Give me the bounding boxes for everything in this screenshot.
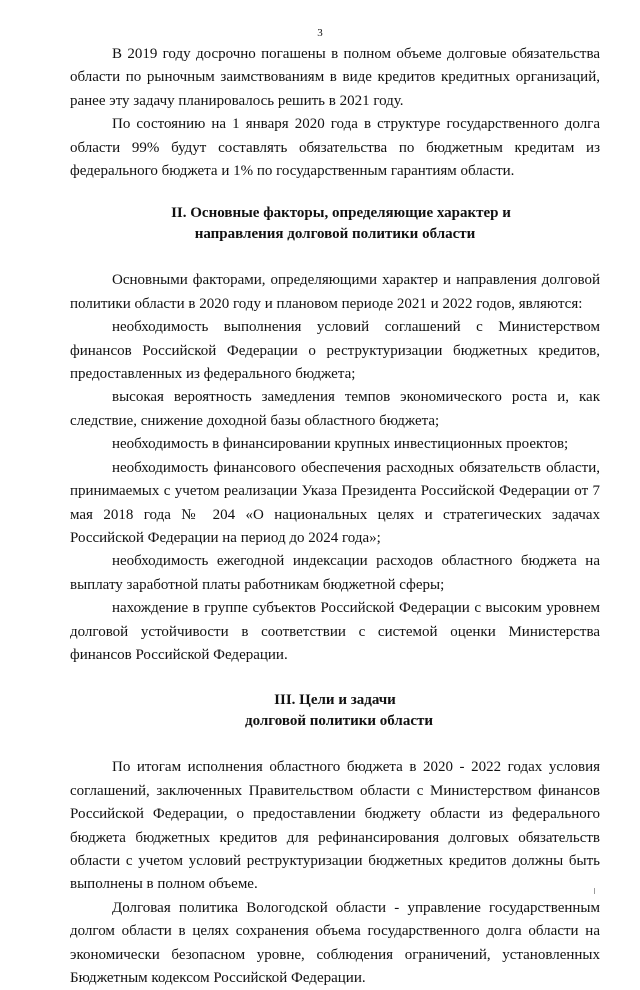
section-2-heading-line-2: направления долговой политики области <box>194 226 476 243</box>
section-3-heading-line-1: III. Цели и задачи <box>274 692 396 709</box>
section-2-paragraph: необходимость выполнения условий соглашений с Министерством финансов Российской Федерации о реструктуризации бюджетных кредитов, предоставленных из федерального бюджета; <box>70 319 600 383</box>
section-2-paragraph: необходимость в финансировании крупных инвестиционных проектов; <box>112 436 569 453</box>
section-2-paragraph: нахождение в группе субъектов Российской Федерации с высоким уровнем долговой устойчивости в соответствии с системой оценки Министерства финансов Российской Федерации. <box>70 600 600 663</box>
section-2-paragraph: Основными факторами, определяющими характер и направления долговой политики области в 2020 году и плановом периоде 2021 и 2022 годов, являются: <box>70 272 600 312</box>
section-3-heading-line-2: долговой политики области <box>244 713 434 730</box>
intro-paragraph: По состоянию на 1 января 2020 года в структуре государственного долга области 99% будут составлять обязательства по бюджетным кредитам из федерального бюджета и 1% по государственным гарантиям области. <box>70 116 600 180</box>
section-3-paragraph: Долговая политика Вологодской области - управление государственным долгом области в целях сохранения объема государственного долга области на экономически безопасном уровне, соблюдения ограничений, установленных Бюджетным кодексом Российской Федерации. <box>70 899 600 986</box>
section-3-heading <box>70 690 600 732</box>
scan-mark <box>594 888 595 894</box>
section-2-paragraph: необходимость финансового обеспечения расходных обязательств области, принимаемых с учетом реализации Указа Президента Российской Федерации от 7 мая 2018 года № 204 «О национальных целях и стратегических задачах Российской Федерации на период до 2024 года»; <box>70 459 600 546</box>
section-2-paragraph: высокая вероятность замедления темпов экономического роста и, как следствие, снижение доходной базы областного бюджета; <box>70 389 600 429</box>
section-2-heading <box>70 203 600 245</box>
section-2-heading-line-1: II. Основные факторы, определяющие характер и <box>171 205 511 222</box>
section-3-paragraph: По итогам исполнения областного бюджета в 2020 - 2022 годах условия соглашений, заключенных Правительством области с Министерством финансов Российской Федерации, о предоставлении бюджету области из федерального бюджета бюджетных кредитов для рефинансирования долговых обязательств области с учетом условий реструктуризации бюджетных кредитов должны быть выполнены в полном объеме. <box>70 759 600 893</box>
intro-paragraph: В 2019 году досрочно погашены в полном объеме долговые обязательства области по рыночным заимствованиям в виде кредитов кредитных организаций, ранее эту задачу планировалось решить в 2021 году. <box>70 46 600 109</box>
page-number: 3 <box>317 27 323 39</box>
page-content <box>70 43 600 990</box>
section-2-paragraph: необходимость ежегодной индексации расходов областного бюджета на выплату заработной платы работникам бюджетной сферы; <box>70 553 600 593</box>
